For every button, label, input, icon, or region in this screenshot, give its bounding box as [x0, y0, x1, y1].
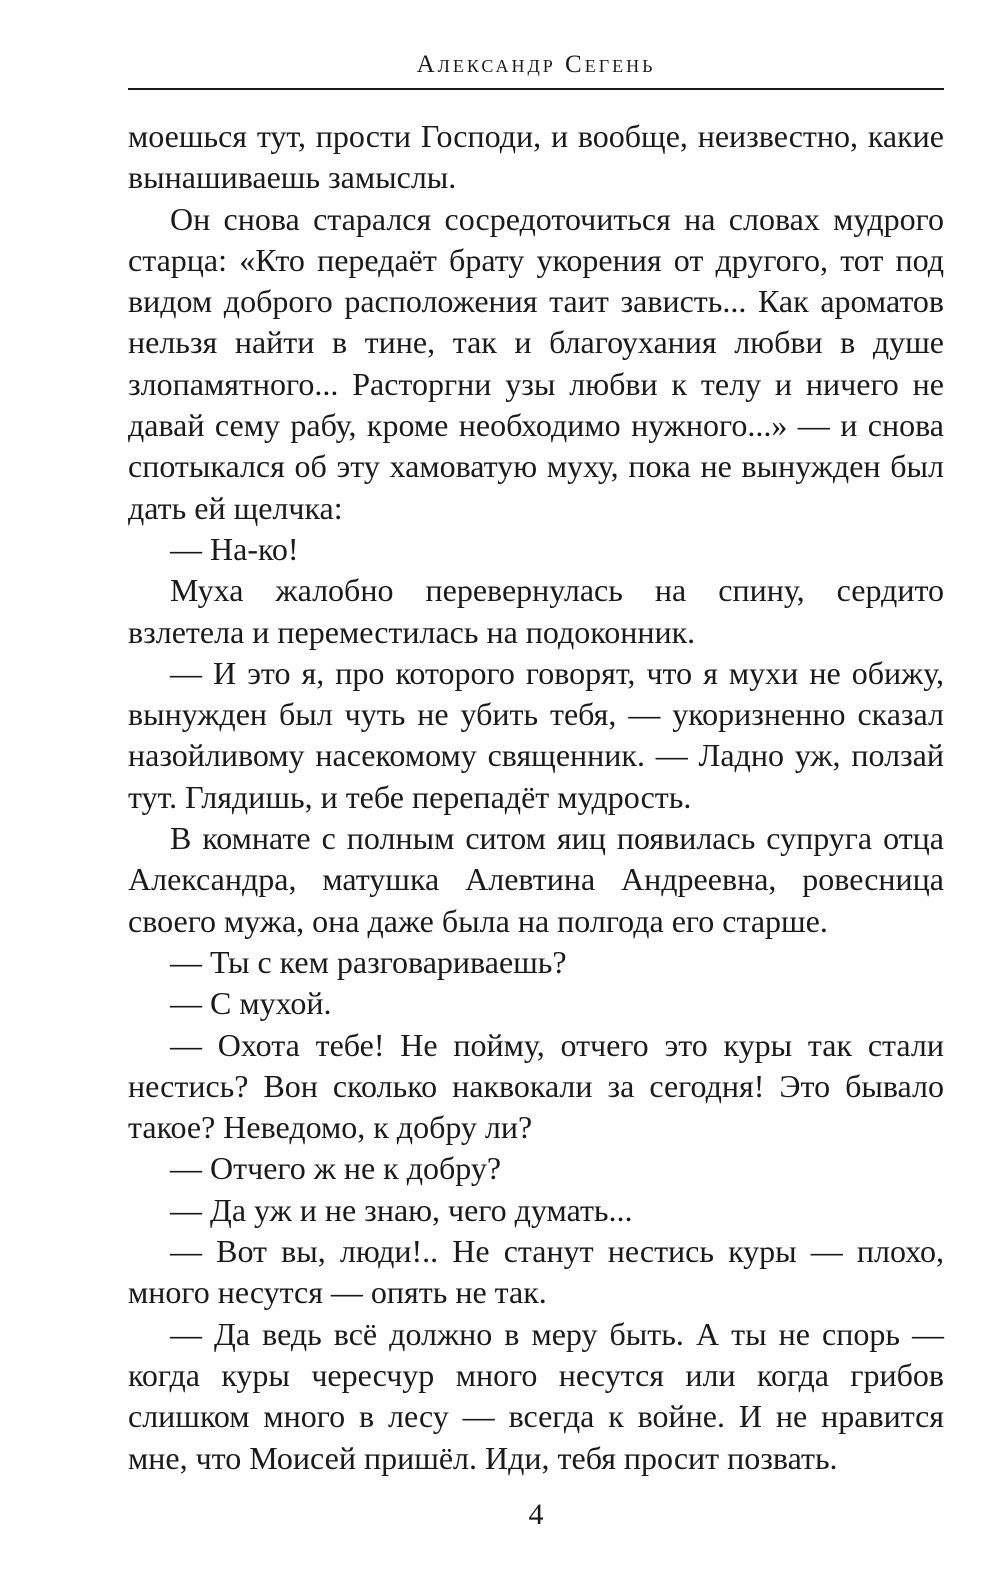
body-text: [128, 116, 944, 1479]
dialogue-line: — Ты с кем разговариваешь?: [170, 943, 567, 980]
header-rule: [128, 88, 944, 90]
dialogue-line: — Отчего ж не к добру?: [170, 1150, 502, 1187]
paragraph-continued: моешься тут, прости Господи, и вообще, неизвестно, какие вынашиваешь замыслы.: [128, 118, 944, 196]
dialogue-line: — И это я, про которого говорят, что я мухи не обижу, вынужден был чуть не убить тебя, — укоризненно сказал назойливому насекомому священник. — Ладно уж, ползай тут. Глядишь, и тебе перепадёт мудрость.: [128, 654, 944, 815]
dialogue-line: — На-ко!: [170, 530, 299, 567]
dialogue-line: — С мухой.: [170, 985, 332, 1022]
page-number: 4: [528, 1498, 544, 1531]
dialogue-line: — Да ведь всё должно в меру быть. А ты не спорь — когда куры чересчур много несутся или когда грибов слишком много в лесу — всегда к войне. И не нравится мне, что Моисей пришёл. Иди, тебя просит позвать.: [128, 1315, 944, 1476]
paragraph: Муха жалобно перевернулась на спину, сердито взлетела и переместилась на подоконник.: [128, 572, 944, 650]
dialogue-line: — Охота тебе! Не пойму, отчего это куры так стали нестись? Вон сколько наквокали за сегодня! Это бывало такое? Неведомо, к добру ли?: [128, 1026, 944, 1146]
running-head-author: Александр Сегень: [416, 51, 656, 78]
dialogue-line: — Вот вы, люди!.. Не станут нестись куры — плохо, много несутся — опять не так.: [128, 1233, 944, 1311]
dialogue-line: — Да уж и не знаю, чего думать...: [170, 1191, 633, 1228]
paragraph: В комнате с полным ситом яиц появилась супруга отца Александра, матушка Алевтина Андреевна, ровесница своего мужа, она даже была на полгода его старше.: [128, 820, 944, 939]
paragraph: Он снова старался сосредоточиться на словах мудрого старца: «Кто передаёт брату укорения от другого, тот под видом доброго расположения таит зависть... Как ароматов нельзя найти в тине, так и благоухания любви в душе злопамятного... Расторгни узы любви к телу и ничего не давай сему рабу, кроме необходимо нужного...» — и снова спотыкался об эту хамоватую муху, пока не вынужден был дать ей щелчка:: [128, 200, 944, 526]
